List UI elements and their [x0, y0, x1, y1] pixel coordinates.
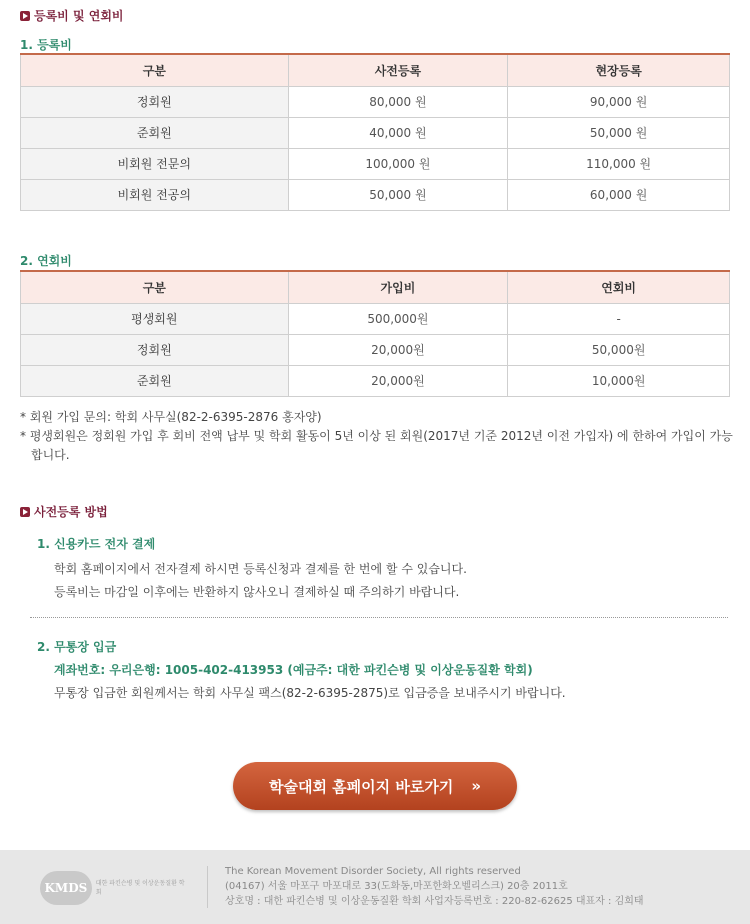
method-title: 1. 신용카드 전자 결제 — [37, 537, 156, 551]
pre-registration-fee: 100,000 원 — [288, 148, 508, 179]
section-heading-fees — [20, 7, 124, 24]
pre-registration-fee: 40,000 원 — [288, 117, 508, 148]
joining-fee: 20,000원 — [288, 334, 508, 365]
row-category: 정회원 — [21, 334, 289, 365]
arrow-bullet-icon — [20, 507, 30, 517]
onsite-registration-fee: 50,000 원 — [508, 117, 730, 148]
row-category: 비회원 전문의 — [21, 148, 289, 179]
section-title: 등록비 및 연회비 — [34, 9, 124, 23]
button-label: 학술대회 홈페이지 바로가기 — [268, 777, 454, 796]
note-item: * 회원 가입 문의: 학회 사무실(82-2-6395-2876 홍자양) — [20, 410, 322, 424]
logo-text: 대한 파킨슨병 및 이상운동질환 학회 — [95, 880, 185, 896]
col-header: 구분 — [21, 271, 289, 303]
footer — [0, 850, 750, 924]
footer-info — [225, 864, 644, 909]
row-category: 비회원 전공의 — [21, 179, 289, 210]
bank-account-info: 계좌번호: 우리은행: 1005-402-413953 (예금주: 대한 파킨슨병 및 이상운동질환 학회) — [54, 663, 533, 677]
row-category: 평생회원 — [21, 303, 289, 334]
footer-separator — [207, 866, 208, 908]
method-credit-card — [37, 535, 727, 604]
table-header-row — [21, 271, 730, 303]
pre-registration-fee: 50,000 원 — [288, 179, 508, 210]
method-title: 2. 무통장 입금 — [37, 640, 117, 654]
table-row — [21, 303, 730, 334]
kmds-logo — [40, 868, 190, 908]
table-header-row — [21, 54, 730, 86]
table-row — [21, 148, 730, 179]
conference-homepage-button[interactable] — [233, 762, 517, 810]
annual-fee: 50,000원 — [508, 334, 730, 365]
method-description: 학회 홈페이지에서 전자결제 하시면 등록신청과 결제를 한 번에 할 수 있습니다. — [54, 562, 467, 576]
arrow-bullet-icon — [20, 11, 30, 21]
joining-fee: 20,000원 — [288, 365, 508, 396]
business-info-text: 상호명 : 대한 파킨슨병 및 이상운동질환 학회 사업자등록번호 : 220-82-62625 대표자 : 김희태 — [225, 896, 644, 907]
onsite-registration-fee: 60,000 원 — [508, 179, 730, 210]
double-chevron-right-icon: » — [471, 777, 482, 795]
method-bank-transfer — [37, 638, 727, 705]
section-title: 사전등록 방법 — [34, 505, 108, 519]
annual-fee: - — [508, 303, 730, 334]
table-row — [21, 117, 730, 148]
method-description: 등록비는 마감일 이후에는 반환하지 않사오니 결제하실 때 주의하기 바랍니다. — [54, 585, 460, 599]
annual-fee: 10,000원 — [508, 365, 730, 396]
note-item: * 평생회원은 정회원 가입 후 회비 전액 납부 및 학회 활동이 5년 이상 된 회원(2017년 기준 2012년 이전 가입자) 에 한하여 가입이 가능합니다. — [20, 429, 733, 462]
membership-notes — [20, 408, 740, 465]
registration-fee-table — [20, 53, 730, 211]
annual-fee-table — [20, 270, 730, 397]
onsite-registration-fee: 90,000 원 — [508, 86, 730, 117]
section-heading-method — [20, 503, 108, 520]
row-category: 준회원 — [21, 117, 289, 148]
table-row — [21, 365, 730, 396]
address-text: (04167) 서울 마포구 마포대로 33(도화동,마포한화오벨리스크) 20층 2011호 — [225, 881, 568, 892]
dotted-divider — [30, 617, 728, 618]
joining-fee: 500,000원 — [288, 303, 508, 334]
col-header: 현장등록 — [508, 54, 730, 86]
method-description: 무통장 입금한 회원께서는 학회 사무실 팩스(82-2-6395-2875)로 입금증을 보내주시기 바랍니다. — [54, 686, 566, 700]
col-header: 가입비 — [288, 271, 508, 303]
logo-mark: KMDS — [40, 871, 92, 905]
table-row — [21, 334, 730, 365]
copyright-text: The Korean Movement Disorder Society, All rights reserved — [225, 866, 521, 877]
col-header: 사전등록 — [288, 54, 508, 86]
registration-fee-title: 1. 등록비 — [20, 38, 72, 52]
table-row — [21, 86, 730, 117]
col-header: 구분 — [21, 54, 289, 86]
col-header: 연회비 — [508, 271, 730, 303]
onsite-registration-fee: 110,000 원 — [508, 148, 730, 179]
annual-fee-title: 2. 연회비 — [20, 254, 72, 268]
table-row — [21, 179, 730, 210]
pre-registration-fee: 80,000 원 — [288, 86, 508, 117]
row-category: 준회원 — [21, 365, 289, 396]
row-category: 정회원 — [21, 86, 289, 117]
